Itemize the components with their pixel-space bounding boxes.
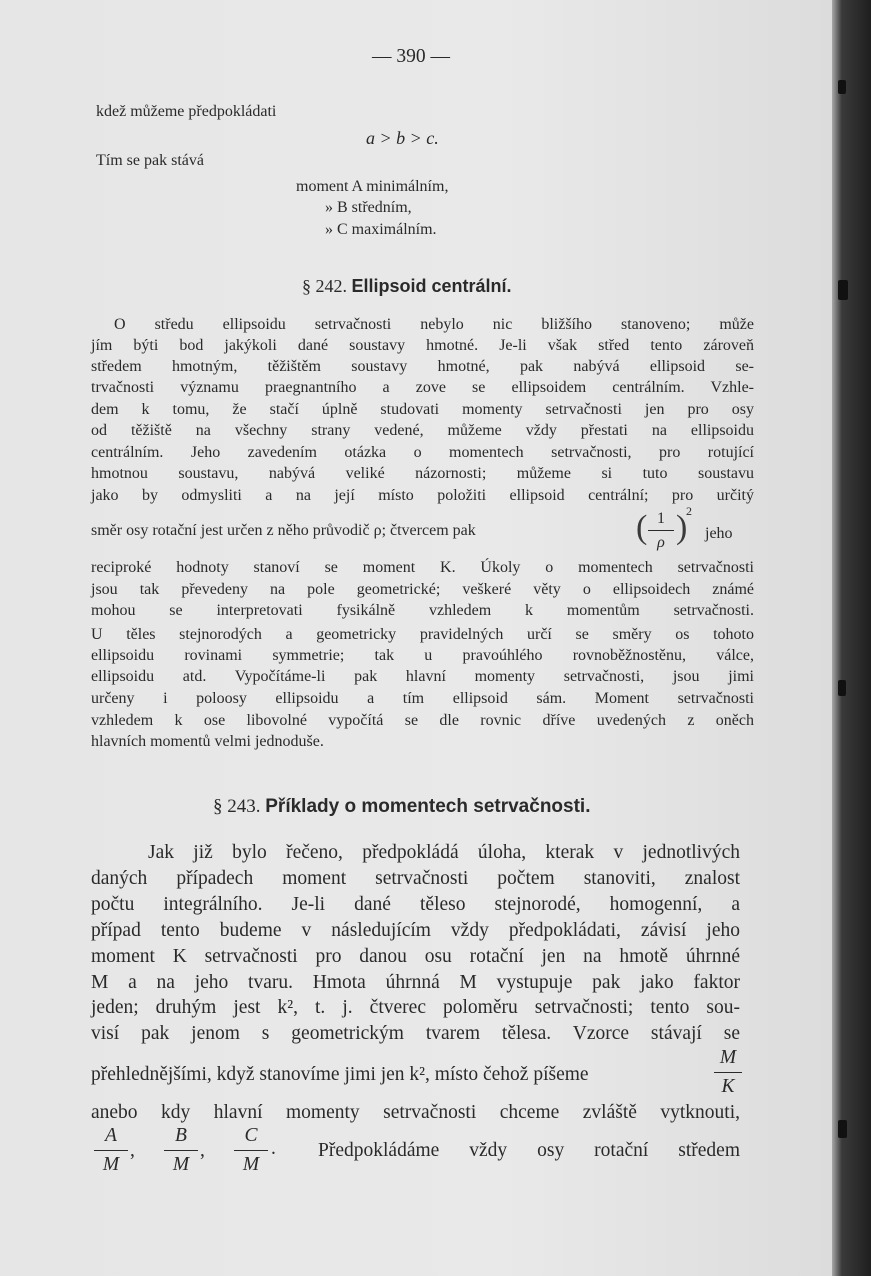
paragraph-line: vzhledem k ose libovolné vypočítá se dle rovnic dříve uvedených z oněch <box>91 712 754 729</box>
paragraph-line: od těžiště na všechny strany vedené, můžeme vždy přestati na ellipsoidu <box>91 422 754 439</box>
section-title: Příklady o momentech setrvačnosti. <box>265 796 591 817</box>
paragraph-line: mohou se interpretovati fysikálně vzhledem k momentům setrvačnosti. <box>91 602 754 619</box>
section-number: § 242. <box>302 276 347 296</box>
paragraph-line: jím býti bod jakýkoli dané soustavy hmotné. Je-li však střed tento zároveň <box>91 337 754 354</box>
fraction-b-over-m <box>164 1123 198 1178</box>
comma: , <box>200 1140 205 1161</box>
fraction-numerator: 1 <box>657 510 665 527</box>
paragraph-line: U těles stejnorodých a geometricky pravidelných určí se směry os tohoto <box>91 626 754 643</box>
section-243-heading <box>213 796 590 818</box>
binding-thread <box>838 280 848 300</box>
book-binding-edge <box>832 0 871 1276</box>
fraction-c-over-m <box>234 1123 268 1178</box>
paragraph-line: dem k tomu, že stačí úplně studovati momenty setrvačnosti jen pro osy <box>91 401 754 418</box>
paragraph-line: středem hmotným, těžištěm soustavy hmotné, pak nabývá ellipsoid se- <box>91 358 754 375</box>
paragraph-line: Jak již bylo řečeno, předpokládá úloha, kterak v jednotlivých <box>148 842 740 863</box>
paragraph-line: počtu integrálního. Je-li dané těleso stejnorodé, homogenní, a <box>91 894 740 915</box>
fraction-denominator: K <box>721 1076 735 1097</box>
binding-thread <box>838 680 846 696</box>
fraction-denominator: M <box>242 1154 260 1175</box>
comma: , <box>130 1140 135 1161</box>
formula-line-text: směr osy rotační jest určen z něho průvodič ρ; čtvercem pak <box>91 522 476 539</box>
formula-line-text: jeho <box>705 525 733 542</box>
fraction-numerator: B <box>175 1125 187 1146</box>
paragraph-line: případ tento budeme v následujícím vždy předpokládati, závisí jeho <box>91 920 740 941</box>
section-242-heading <box>302 276 512 297</box>
fraction-numerator: A <box>105 1125 117 1146</box>
fraction-denominator: ρ <box>657 534 665 551</box>
exponent: 2 <box>686 504 692 518</box>
paragraph-line: Předpokládáme vždy osy rotační středem <box>318 1140 740 1161</box>
binding-thread <box>838 1120 847 1138</box>
paragraph-line: ellipsoidu atd. Vypočítáme-li pak hlavní momenty setrvačnosti, jsou jimi <box>91 668 754 685</box>
paragraph-line: hmotnou soustavu, nabývá veliké názornosti; můžeme si tuto soustavu <box>91 465 754 482</box>
fraction-denominator: M <box>172 1154 190 1175</box>
period: . <box>271 1138 276 1159</box>
paragraph-line: daných případech moment setrvačnosti počtem stanoviti, znalost <box>91 868 740 889</box>
paragraph-line: přehlednějšími, když stanovíme jimi jen k², místo čehož píšeme <box>91 1064 589 1085</box>
paragraph-line: ellipsoidu rovinami symmetrie; tak u pravoúhlého rovnoběžnostěnu, válce, <box>91 647 754 664</box>
paragraph-line: trvačnosti významu praegnantního a zove se ellipsoidem centrálním. Vzhle- <box>91 379 754 396</box>
paragraph-line: anebo kdy hlavní momenty setrvačnosti chceme zvláště vytknouti, <box>91 1102 740 1123</box>
intro-line: Tím se pak stává <box>96 152 204 169</box>
paragraph-line: M a na jeho tvaru. Hmota úhrnná M vystupuje pak jako faktor <box>91 972 740 993</box>
fraction-bar <box>714 1072 742 1073</box>
paragraph-line: reciproké hodnoty stanoví se moment K. Úkoly o momentech setrvačnosti <box>91 559 754 576</box>
paragraph-line: jako by odmysliti a na její místo položiti ellipsoid centrální; pro určitý <box>91 487 754 504</box>
fraction-bar <box>164 1150 198 1151</box>
fraction-bar <box>648 530 674 531</box>
paragraph-line: jsou tak převedeny na pole geometrické; veškeré věty o ellipsoidech známé <box>91 581 754 598</box>
paragraph-line: určeny i poloosy ellipsoidu a tím ellipsoid sám. Moment setrvačnosti <box>91 690 754 707</box>
paren-right: ) <box>676 509 688 546</box>
paragraph-line: jeden; druhým jest k², t. j. čtverec poloměru setrvačnosti; tento sou- <box>91 997 740 1018</box>
fraction-one-over-rho <box>648 508 674 553</box>
moment-a-line: moment A minimálním, <box>296 178 449 195</box>
paragraph-line: O středu ellipsoidu setrvačnosti nebylo nic bližšího stanoveno; může <box>114 316 754 333</box>
intro-line: kdež můžeme předpokládati <box>96 103 277 120</box>
paragraph-line: visí pak jenom s geometrickým tvarem tělesa. Vzorce stávají se <box>91 1023 740 1044</box>
fraction-bar <box>94 1150 128 1151</box>
inequality: a > b > c. <box>366 128 439 148</box>
paren-left: ( <box>636 509 648 546</box>
paragraph-line: moment K setrvačnosti pro danou osu rotační jen na hmotě úhrnné <box>91 946 740 967</box>
paragraph-line: centrálním. Jeho zavedením otázka o momentech setrvačnosti, pro rotující <box>91 444 754 461</box>
fraction-numerator: M <box>719 1047 737 1068</box>
section-title: Ellipsoid centrální. <box>351 276 512 296</box>
fraction-a-over-m <box>94 1123 128 1178</box>
fraction-m-over-k <box>714 1045 742 1100</box>
section-number: § 243. <box>213 796 261 817</box>
moment-c-line: » C maximálním. <box>325 221 437 238</box>
binding-thread <box>838 80 846 94</box>
paragraph-line: hlavních momentů velmi jednoduše. <box>91 733 324 750</box>
fraction-numerator: C <box>244 1125 258 1146</box>
moment-b-line: » B středním, <box>325 199 412 216</box>
page-number: — 390 — <box>372 46 450 67</box>
fraction-denominator: M <box>102 1154 120 1175</box>
fraction-bar <box>234 1150 268 1151</box>
